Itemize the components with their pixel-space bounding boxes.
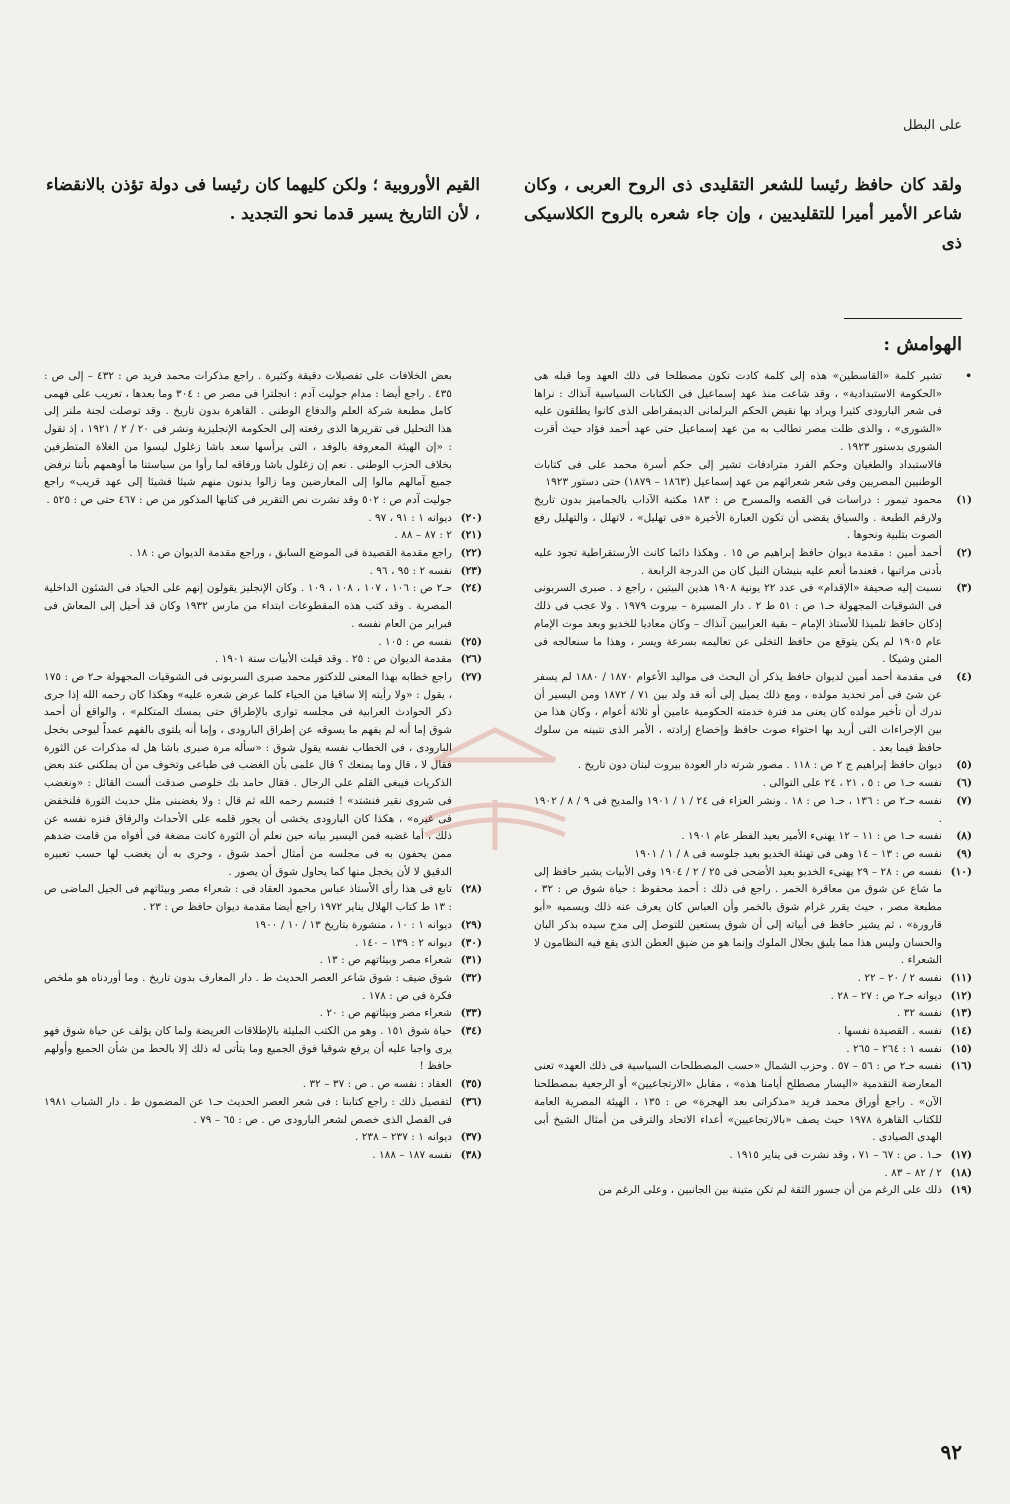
footnote-text: راجع خطابه بهذا المعنى للدكتور محمد صبرى السربونى فى الشوقيات المجهولة حـ٢ ص : ١٧٥ ، يقول : «ولا رأيته إلا ساقيا من الحياء كلما عرض شعره عليه» وهكذا كان رحمه الله إذا جرى ذكر الحوادث العرابية فى مجلسه توارى بالإطراق حتى يمسك المتكلم» ، والواقع أن أحمد شوق إما أنه لم يفهم ما يسوقه عن إطراق البارودى ، وإما أنه يلتوى بالفهم عمداً ليوحى بخجل البارودى ، فى الخطاب نفسه يقول شوق : «سأله مرة صبرى باشا هل له مذكرات عن الثورة فقال لا ، قال وما يمنعك ؟ قال علمى بأن الغضب فى طباعى وتخوف من أن يملكنى عند بعض الذكريات فيبغى القلم على الرجال . فقال حامد بك خلوصى صدقت ألست القائل : «ونغضب فى شروى نقير فنشتد» ! فتبسم رحمه الله ثم قال : ولا يغضبنى مثل حديث الثورة فلنخفض فى غيره» ، هكذا كان البارودى يخشى أن يجور قلمه على الأحداث والرفاق فنزه نفسه عن ذلك ، أما غضبه فمن اليسير بيانه حين نعلم أن الثورة كانت مضغة فى أفواه من قامت ضدهم ممن يحفون به فى مجلسه من أمثال أحمد شوق ، وحرى به أن يغضب لها حسب تعبيره الدقيق لا لأن يخجل منها كما يحاول شوق أن يصور . [44, 670, 453, 878]
footnote-number: (٢٩) [460, 918, 482, 931]
footnote-number: (٣٥) [460, 1078, 482, 1091]
footnote [44, 1147, 482, 1165]
footnote-text: ديوانه ١ : ٩١ ، ٩٧ . [368, 511, 452, 524]
footnote-number: (٣٠) [460, 936, 482, 949]
footnote-text: شوق ضيف : شوق شاعر العصر الحديث ط . دار المعارف بدون تاريخ . وما أوردناه هو ملخص فكرة فى ص : ١٧٨ . [44, 971, 452, 1002]
footnote-number: (٢٦) [460, 653, 482, 666]
footnote-number: (٩) [956, 847, 972, 860]
footnote-text: حـ٢ ص : ١٠٦ ، ١٠٧ ، ١٠٨ ، ١٠٩ . وكان الإنجليز يقولون إنهم على الحياد فى الشئون الداخلية المصرية . وقد كتب هذه المقطوعات ابتداء من مارس ١٩٣٢ وكان قد أحيل إلى المعاش فى فبراير من العام نفسه . [44, 582, 453, 630]
footnote [534, 669, 972, 758]
footnote [534, 988, 972, 1006]
footnote-number: (٢٠) [460, 511, 482, 524]
footnote-number: • [965, 370, 972, 382]
footnote-number: (١٩) [950, 1184, 972, 1197]
footnote-text: نفسه حـ١ ص : ١١ – ١٢ يهنىء الأمير بعيد الفطر عام ١٩٠١ . [681, 830, 942, 843]
footnote-text: ذلك على الرغم من أن جسور الثقة لم تكن متينة بين الجانبين ، وعلى الرغم من [598, 1184, 942, 1197]
footnote-number: (٨) [956, 830, 972, 843]
footnote-number: (٢٣) [460, 564, 482, 577]
footnote [534, 1005, 972, 1023]
footnote [44, 952, 482, 970]
footnote-text: أحمد أمين : مقدمة ديوان حافظ إبراهيم ص ١٥ . وهكذا دائما كانت الأرستقراطية تجود عليه بأدنى مراتبها ، فعندما أنعم عليه بنيشان النيل كان من الدرجة الرابعة . [534, 547, 942, 577]
footnote [44, 669, 482, 881]
footnote [44, 1005, 482, 1023]
footnote [534, 1182, 972, 1200]
footnote-text: تشير كلمة «القاسطين» هذه إلى كلمة كادت تكون مصطلحا فى ذلك العهد وما قبله هى «الحكومة الاستبدادية» ، وقد شاعت منذ عهد إسماعيل فى الكتابات السياسية آنذاك : نراها فى شعر البارودى كثيرا ويراد بها نقيض الحكم البرلمانى الديمقراطى الذى كانوا يطلقون عليه «الشورى» ، والذى ظلت مصر تطالب به من عهد إسماعيل حتى عهد أحمد فؤاد حيث أقرت الشورى بدستور ١٩٢٣ . [534, 370, 942, 453]
footnote-number: (١٨) [950, 1166, 972, 1179]
footnote [44, 527, 482, 545]
footnote-text: العقاد : نفسه ص . ص : ٣٧ – ٣٢ . [302, 1078, 452, 1091]
footnote-number: (٣٦) [460, 1095, 482, 1108]
footnote-number: (٢٤) [460, 582, 482, 595]
footnote [534, 1147, 972, 1165]
footnote-text: نفسه ١٨٧ – ١٨٨ . [372, 1148, 452, 1161]
footnote-number: (١٣) [950, 1007, 972, 1020]
footnote [44, 545, 482, 563]
footnote [44, 1094, 482, 1129]
lead-paragraph-right: ولقد كان حافظ رئيسا للشعر التقليدى ذى الروح العربى ، وكان شاعر الأمير أميرا للتقليديين ، وإن جاء شعره بالروح الكلاسيكى ذى [524, 175, 962, 252]
footnote-text: ديوان حافظ إبراهيم ج ٢ ص : ١١٨ . مصور شرته دار العودة بيروت لبنان دون تاريخ . [577, 759, 942, 772]
footnote-text: نسبت إليه صحيفة «الإقدام» فى عدد ٢٢ يونية ١٩٠٨ هذين البيتين ، راجع د . صبرى السربونى فى الشوقيات المجهولة حـ١ ص : ٥١ ط ٢ . دار المسيرة – بيروت ١٩٧٩ . ولا عجب فى ذلك إذكان حافظ تلميذا للأستاذ الإمام – بقية العرابيين آنذاك – وكان معاديا للخديو وبعد موت الإمام عام ١٩٠٥ لم يكن يتوقع من حافظ التخلى عن تعاليمه بسرعة ويسر ، وهذا ما سنعالجه فى المتن وشيكا . [534, 582, 943, 666]
footnote-number: (٢٨) [460, 883, 482, 896]
lead-paragraph-left: القيم الأوروبية ؛ ولكن كليهما كان رئيسا فى دولة تؤذن بالانقضاء ، لأن التاريخ يسير قدما نحو التجديد . [46, 175, 480, 223]
footnote-number: (١٠) [950, 865, 972, 878]
footnote [534, 1058, 972, 1147]
footnote [44, 580, 482, 633]
footnote [44, 651, 482, 669]
footnote [534, 1165, 972, 1183]
footnote [534, 1041, 972, 1059]
footnote-number: (١٢) [950, 989, 972, 1002]
footnote [534, 1023, 972, 1041]
footnote [534, 457, 972, 492]
footnote-number: (٣٨) [460, 1148, 482, 1161]
footnote-text: ٢ / ٨٢ – ٨٣ . [884, 1166, 942, 1179]
footnote [534, 492, 972, 545]
footnote [44, 1023, 482, 1076]
footnote [44, 970, 482, 1005]
notes-divider [844, 318, 962, 319]
footnote [534, 775, 972, 793]
footnote-text: نفسه ٢ : ٩٥ ، ٩٦ . [369, 564, 452, 577]
footnote-text: ديوانه ٢ : ١٣٩ – ١٤٠ . [354, 936, 452, 949]
footnote-text: راجع مقدمة القصيدة فى الموضع السابق ، وراجع مقدمة الديوان ص : ١٨ . [129, 547, 452, 560]
footnote-text: بعض الخلافات على تفصيلات دقيقة وكثيرة . راجع مذكرات محمد فريد ص : ٤٣٢ – إلى ص : ٤٣٥ . راجع أيضا : مدام جوليت آدم : انجلترا فى مصر ص : ٣٠٤ وما بعدها ، تعريب على فهمى كامل مطبعة شركة العلم والدفاع الوطنى . القاهرة بدون تاريخ . وقد توصلت لجنة ملنر إلى هذا التحليل فى تقريرها الذى رفعته إلى الحكومة الإنجليزية ونشر فى ٢٠ / ٢ / ١٩٢١ ، إذ تقول : «إن الهيئة المعروفة بالوفد ، التى يرأسها سعد باشا زغلول ليسوا من الغلاة المتطرفين بخلاف الحزب الوطنى . نعم إن زغلول باشا ورفاقه لما رأوا من سياستنا ما أوهمهم بأننا نرفض جميع آمالهم مالوا إلى المعارضين وما زالوا يدنون منهم شيئا فشيئا إلى عهد قريب» راجع جوليت آدم ص : ٥٠٢ وقد نشرت نص التقرير فى كتابها المذكور من ص : ٤٦٧ حتى ص : ٥٢٥ . [44, 370, 452, 506]
footnote [44, 1076, 482, 1094]
footnote-number: (١) [956, 493, 972, 506]
footnote-number: (٣٣) [460, 1007, 482, 1020]
footnote-text: ديوانه ١ : ٢٣٧ – ٢٣٨ . [354, 1131, 452, 1144]
page-number: ٩٢ [940, 1440, 962, 1464]
footnote-text: شعراء مصر وبيئاتهم ص : ٢٠ . [319, 1007, 452, 1020]
footnote-number: (١٧) [950, 1148, 972, 1161]
footnote-text: لتفصيل ذلك : راجع كتابنا : فى شعر العصر الحديث حـ١ عن المضمون ط . دار الشباب ١٩٨١ فى الفصل الذى خصص لشعر البارودى ص . ص : ٦٥ – ٧٩ . [44, 1095, 452, 1126]
footnote-number: (١٦) [950, 1060, 972, 1073]
footnote [44, 881, 482, 916]
footnote-text: ديوانه ١ : ١٠ ، منشورة بتاريخ ١٣ / ١٠ / ١٩٠٠ [254, 918, 452, 931]
footnote-number: (٦) [956, 777, 972, 790]
footnote-text: ٢ : ٨٧ – ٨٨ . [394, 529, 452, 542]
footnote-text: حياة شوق ١٥١ . وهو من الكتب المليئة بالإطلاقات العريضة ولما كان يؤلف عن حياة شوق فهو يرى واجبا عليه أن يرفع شوقيا فوق الجميع وما يتأتى له ذلك إلا بالحط من شأن الجميع وأولهم حافظ ! [44, 1025, 453, 1073]
footnote [44, 1129, 482, 1147]
running-head: على البطل [902, 118, 962, 133]
footnote [534, 580, 972, 669]
footnote [44, 917, 482, 935]
footnote-number: (٣) [956, 582, 972, 595]
footnote-number: (٣٧) [460, 1131, 482, 1144]
footnote [44, 634, 482, 652]
footnote-text: نفسه ٣٢ . [897, 1007, 942, 1020]
footnote-number: (٣٢) [460, 971, 482, 984]
footnote-number: (٤) [956, 670, 972, 683]
footnote-text: شعراء مصر وبيئاتهم ص : ١٣ . [319, 954, 452, 967]
footnote-number: (٢١) [460, 529, 482, 542]
footnote-text: نفسه ص : ١٣ – ١٤ وهى فى تهنئة الخديو بعيد جلوسه فى ٨ / ١ / ١٩٠١ [634, 847, 942, 860]
footnote [534, 545, 972, 580]
footnote-number: (٢٧) [460, 670, 482, 683]
footnote-text: نفسه حـ٢ ص : ١٣٦ ، حـ١ ص : ١٨ . ونشر العزاء فى ٢٤ / ١ / ١٩٠١ والمديح فى ٩ / ٨ / ١٩٠٢ . [534, 794, 942, 825]
footnote [44, 368, 482, 510]
footnote [44, 510, 482, 528]
footnote [534, 864, 972, 970]
footnote-number: (١٤) [950, 1025, 972, 1038]
footnote-number: (٣١) [460, 954, 482, 967]
footnote [534, 793, 972, 828]
footnote-number: (٢) [956, 547, 972, 560]
footnote-number: (٣٤) [460, 1025, 482, 1038]
footnote-number: (٥) [956, 759, 972, 772]
footnote-text: نفسه حـ٢ ص : ٥٦ – ٥٧ . وحزب الشمال «حسب المصطلحات السياسية فى ذلك العهد» تعنى المعارضة التقدمية «اليسار مصطلح أيامنا هذه» ، مقابل «الارتجاعيين» أو الرجعية بمصطلحنا الآن» . راجع أوراق محمد فريد «مذكراتى بعد الهجرة» ص : ١٣٥ ، الهيئة المصرية العامة للكتاب القاهرة ١٩٧٨ حيث يصف «بالارتجاعيين» أعداء الاتحاد والترقى من أمثال الشيخ أبى الهدى الصيادى . [534, 1060, 942, 1144]
footnote-text: فى مقدمة أحمد أمين لديوان حافظ يذكر أن البحث فى مواليد الأعوام ١٨٧٠ / ١٨٨٠ لم يسفر عن شئ فى أمر تحديد مولده ، ومع ذلك يميل إلى أنه قد ولد بين ٧١ / ١٨٧٢ ومن اليسير أن ندرك أن تأخير مولده كان يعنى مد فترة خدمته الحكومية عامين أو ثلاثة أعوام ، وكان هذا من بين الإجراءات التى أريد بها احتواء صوت حافظ وإخضاع إرادته ، الأمر الذى نتبينه من سلوك حافظ فيما بعد . [534, 670, 942, 754]
footnote-text: حـ١ . ص : ٦٧ – ٧١ ، وقد نشرت فى يناير ١٩١٥ . [729, 1148, 942, 1161]
footnote-text: تابع فى هذا رأى الأستاذ عباس محمود العقاد فى : شعراء مصر وبيئاتهم فى الجيل الماضى ص : ١٣ ط كتاب الهلال يناير ١٩٧٢ راجع أيضا مقدمة ديوان حافظ ص : ٢٣ . [44, 883, 452, 914]
footnote [534, 368, 972, 457]
footnote [534, 846, 972, 864]
footnote-number: (٢٥) [460, 635, 482, 648]
footnote-text: مقدمة الديوان ص : ٢٥ . وقد قيلت الأبيات سنة ١٩٠١ . [214, 653, 452, 666]
notes-heading: الهوامش : [883, 334, 962, 355]
footnote-number: (١٥) [950, 1042, 972, 1055]
footnote-text: نفسه ١ : ٢٦٤ – ٢٦٥ . [846, 1042, 942, 1055]
footnote [44, 563, 482, 581]
footnote-text: نفسه . القصيدة نفسها . [837, 1025, 942, 1038]
notes-column-right [534, 368, 972, 1200]
footnote-text: نفسه ص : ٢٨ – ٢٩ يهنىء الخديو بعيد الأضحى فى ٢٥ / ٢ / ١٩٠٤ وفى الأبيات يشير حافظ إلى ما شاع عن شوق من معاقرة الخمر . راجع فى ذلك : أحمد محفوظ : حياة شوق ص : ٣٢ ، مطبعة مصر ، حيث يقرر غرام شوق بالخمر وأن العباس كان يعرف عنه ذلك ويسميه «أبو قارورة» ، ثم يشير حافظ فى أبياته إلى أن شوق يستعين للتوصل إلى مدح سيده بذكر البان والحسان وليس هذا مما يليق بجلال الملوك وإنما هو من ضيق العطن الذى يقع فيه النظامون لا الشعراء . [534, 865, 942, 967]
footnote [44, 935, 482, 953]
footnote-text: نفسه ص : ١٠٥ . [378, 635, 452, 648]
footnote-number: (٢٢) [460, 547, 482, 560]
footnote-text: ديوانه حـ٢ ص : ٢٧ – ٢٨ . [830, 989, 942, 1002]
footnote-text: نفسه ٢ / ٢٠ – ٢٢ . [857, 971, 942, 984]
footnote-number: (٧) [956, 794, 972, 807]
footnote [534, 757, 972, 775]
footnote-text: محمود تيمور : دراسات فى القصه والمسرح ص : ١٨٣ مكتبة الآداب بالجماميز بدون تاريخ ولارقم الطبعة . والسياق يقضى أن تكون العبارة الأخيرة «فى تهليل» ، لاتهلل ، والتهليل رفع الصوت بتلبية ونحوها . [534, 493, 942, 542]
footnote-number: (١١) [950, 971, 972, 984]
footnote [534, 828, 972, 846]
footnote-text: نفسه حـ١ ص : ٥ ، ٢١ ، ٢٤ على التوالى . [762, 777, 942, 790]
footnote-text: فالاستبداد والطغيان وحكم الفرد مترادفات تشير إلى حكم أسرة محمد على فى كتابات الوطنيين المصريين وفى شعر شعرائهم من عهد إسماعيل (١٨٦٣ – ١٨٧٩) حتى دستور ١٩٢٣ [534, 458, 942, 489]
notes-column-left [44, 368, 482, 1165]
footnote [534, 970, 972, 988]
